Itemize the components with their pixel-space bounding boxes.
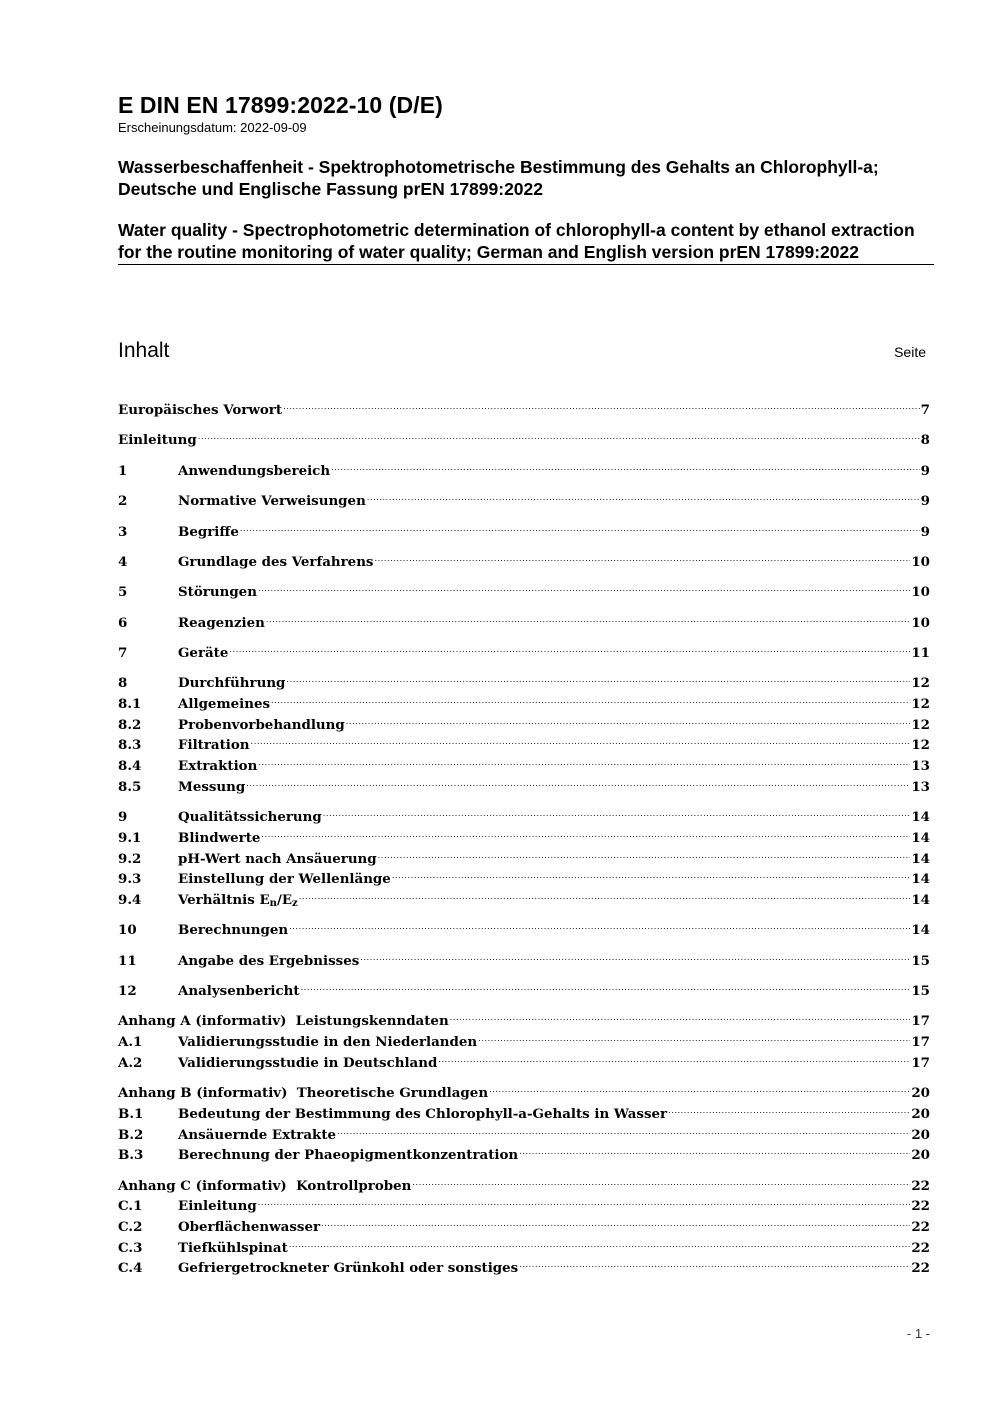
toc-entry-page: 12 xyxy=(911,675,930,692)
toc-leader xyxy=(258,1190,911,1210)
toc-leader xyxy=(198,424,920,444)
toc-entry-title: Störungen xyxy=(178,584,257,601)
toc-entry-page: 14 xyxy=(911,871,930,888)
toc-entry-number: C.2 xyxy=(118,1219,143,1235)
toc-entry-number: A.1 xyxy=(118,1034,143,1051)
toc-entry-number: 8.3 xyxy=(118,737,142,754)
toc-entry-title: Blindwerte xyxy=(178,829,261,846)
toc-entry-number: 9.3 xyxy=(118,871,142,888)
toc-entry-title: Berechnungen xyxy=(178,922,289,939)
contents-title: Inhalt xyxy=(118,339,170,362)
ratio-subscript-z: z xyxy=(292,897,298,909)
toc-leader xyxy=(229,637,910,657)
toc-leader xyxy=(251,729,911,749)
toc-leader xyxy=(283,394,920,414)
page-number: - 1 - xyxy=(906,1326,930,1341)
toc-entry-title: Validierungsstudie in den Niederlanden xyxy=(178,1034,478,1051)
toc-entry-title: Einleitung xyxy=(178,1198,257,1215)
toc-leader xyxy=(392,863,911,883)
toc-leader xyxy=(286,667,910,687)
document-id: E DIN EN 17899:2022-10 (D/E) xyxy=(118,92,443,118)
toc-entry-page: 10 xyxy=(911,614,930,631)
toc-leader xyxy=(289,1232,911,1252)
toc-leader xyxy=(367,485,920,505)
toc-entry[interactable] xyxy=(118,637,930,661)
toc-entry[interactable] xyxy=(118,546,930,570)
toc-entry-number: 9.4 xyxy=(118,891,142,908)
toc-entry[interactable] xyxy=(118,516,930,540)
toc-entry-title: Validierungsstudie in Deutschland xyxy=(178,1054,438,1071)
toc-entry-number: 8.2 xyxy=(118,716,142,733)
toc-entry-title: Filtration xyxy=(178,737,250,754)
toc-entry-number: 8 xyxy=(118,675,128,692)
toc-entry-page: 15 xyxy=(911,952,930,969)
toc-leader xyxy=(331,455,920,475)
toc-leader xyxy=(240,516,920,536)
toc-leader xyxy=(299,884,911,904)
toc-entry[interactable] xyxy=(118,914,930,939)
toc-entry-number: 9.2 xyxy=(118,850,142,867)
toc-leader xyxy=(360,945,910,965)
toc-entry-title: Ansäuernde Extrakte xyxy=(178,1126,337,1143)
toc-entry-number: 8.5 xyxy=(118,778,142,795)
document-header xyxy=(118,90,934,265)
toc-entry-number: 10 xyxy=(118,922,137,939)
toc-entry-number: B.2 xyxy=(118,1126,144,1143)
toc-entry-page: 15 xyxy=(911,983,930,1000)
toc-leader xyxy=(374,546,910,566)
toc-annex-title: Anhang C (informativ) Kontrollproben xyxy=(118,1177,412,1194)
toc-entry-title: pH-Wert nach Ansäuerung xyxy=(178,850,377,867)
publication-date: Erscheinungsdatum: 2022-09-09 xyxy=(118,120,307,135)
contents-heading xyxy=(118,338,926,364)
toc-leader xyxy=(301,975,911,995)
toc-entry-page: 22 xyxy=(911,1198,930,1215)
toc-entry-number: 6 xyxy=(118,614,128,631)
toc-entry-page: 9 xyxy=(920,493,930,510)
toc-entry-page: 9 xyxy=(920,523,930,540)
toc-entry-page: 14 xyxy=(911,829,930,846)
toc-entry-page: 20 xyxy=(911,1085,930,1102)
toc-entry-page: 11 xyxy=(911,645,930,661)
toc-entry-title: Angabe des Ergebnisses xyxy=(178,952,360,969)
title-german: Wasserbeschaffenheit - Spektrophotometrische Bestimmung des Gehalts an Chlorophyll-a; Deutsche und Englische Fassung prEN 17899:2022 xyxy=(118,157,879,199)
toc-leader xyxy=(337,1119,910,1139)
toc-entry-page: 7 xyxy=(920,402,930,418)
toc-leader xyxy=(246,771,910,791)
toc-entry-page: 20 xyxy=(911,1147,930,1164)
toc-leader xyxy=(346,709,911,729)
toc-entry[interactable] xyxy=(118,667,930,692)
toc-entry[interactable] xyxy=(118,485,930,510)
toc-entry-number: 8.1 xyxy=(118,696,142,713)
toc-entry-title: Einleitung xyxy=(118,432,197,449)
toc-leader xyxy=(478,1026,910,1046)
toc-entry-page: 12 xyxy=(911,737,930,754)
toc-entry[interactable] xyxy=(118,1005,930,1030)
toc-entry-number: 11 xyxy=(118,952,137,969)
toc-leader xyxy=(261,822,910,842)
toc-entry-number: 7 xyxy=(118,645,128,661)
toc-entry-title: Gefriergetrockneter Grünkohl oder sonstiges xyxy=(178,1260,519,1277)
toc-leader xyxy=(258,576,910,596)
toc-entry[interactable] xyxy=(118,607,930,631)
toc-entry-number: 12 xyxy=(118,983,137,1000)
toc-entry[interactable] xyxy=(118,394,930,418)
toc-entry-page: 8 xyxy=(920,432,930,449)
toc-leader xyxy=(323,801,911,821)
toc-entry[interactable] xyxy=(118,455,930,479)
toc-entry-page: 20 xyxy=(911,1126,930,1143)
toc-entry-page: 13 xyxy=(911,758,930,775)
toc-entry-page: 20 xyxy=(911,1105,930,1122)
toc-entry-page: 22 xyxy=(911,1239,930,1256)
toc-entry-number: 8.4 xyxy=(118,758,142,775)
ratio-subscript-n: n xyxy=(269,897,277,909)
toc-entry-number: 1 xyxy=(118,462,128,479)
toc-entry[interactable] xyxy=(118,576,930,601)
toc-entry-title: Messung xyxy=(178,778,246,795)
toc-leader xyxy=(668,1098,910,1118)
toc-entry-number: 5 xyxy=(118,584,128,601)
toc-entry-page: 14 xyxy=(911,922,930,939)
toc-entry-page: 12 xyxy=(911,696,930,713)
toc-entry-page: 14 xyxy=(911,891,930,908)
toc-entry-number: C.1 xyxy=(118,1198,143,1215)
toc-leader xyxy=(438,1047,910,1067)
toc-entry-title: Analysenbericht xyxy=(178,983,300,1000)
toc-entry-title: Einstellung der Wellenlänge xyxy=(178,871,391,888)
toc-entry-title: Anwendungsbereich xyxy=(178,462,331,479)
toc-entry-title: Normative Verweisungen xyxy=(178,493,366,510)
toc-entry-number: 3 xyxy=(118,523,128,540)
toc-entry-number: 2 xyxy=(118,493,128,510)
toc-entry-page: 22 xyxy=(911,1177,930,1194)
toc-entry-title: Bedeutung der Bestimmung des Chlorophyll-a-Gehalts in Wasser xyxy=(178,1105,668,1122)
toc-entry-page: 17 xyxy=(911,1054,930,1071)
toc-entry-title: Reagenzien xyxy=(178,614,265,631)
toc-entry-title xyxy=(178,890,298,913)
ratio-prefix: Verhältnis E xyxy=(178,891,270,908)
toc-entry-page: 12 xyxy=(911,716,930,733)
contents-page-label: Seite xyxy=(894,344,926,360)
toc-entry-title: Oberflächenwasser xyxy=(178,1219,321,1235)
toc-entry-page: 17 xyxy=(911,1034,930,1051)
toc-leader xyxy=(519,1139,910,1159)
toc-entry-page: 17 xyxy=(911,1013,930,1030)
toc-entry-title: Probenvorbehandlung xyxy=(178,716,345,733)
toc-entry-title: Berechnung der Phaeopigmentkonzentration xyxy=(178,1147,519,1164)
toc-entry-number: 9 xyxy=(118,809,128,826)
toc-entry-number: C.4 xyxy=(118,1260,143,1277)
toc-entry-page: 10 xyxy=(911,584,930,601)
toc-entry-number: B.1 xyxy=(118,1105,144,1122)
toc-entry-page: 14 xyxy=(911,850,930,867)
toc-entry-title: Extraktion xyxy=(178,758,258,775)
toc-leader xyxy=(519,1252,910,1272)
table-of-contents xyxy=(118,394,930,1277)
toc-leader xyxy=(378,843,911,863)
title-english: Water quality - Spectrophotometric determination of chlorophyll-a content by ethanol extraction for the routine monitoring of water quality; German and English version prEN 17899:2022 xyxy=(118,219,934,265)
toc-leader xyxy=(321,1211,910,1231)
toc-entry-page: 13 xyxy=(911,778,930,795)
toc-entry-page: 14 xyxy=(911,809,930,826)
toc-entry-title: Durchführung xyxy=(178,675,286,692)
toc-leader xyxy=(271,688,910,708)
toc-leader xyxy=(412,1170,910,1190)
toc-entry-number: B.3 xyxy=(118,1147,144,1164)
toc-leader xyxy=(289,914,910,934)
toc-annex-title: Anhang A (informativ) Leistungskenndaten xyxy=(118,1013,449,1030)
toc-entry-title: Grundlage des Verfahrens xyxy=(178,553,374,570)
toc-entry-page: 22 xyxy=(911,1260,930,1277)
toc-leader xyxy=(450,1005,911,1025)
toc-entry-number: C.3 xyxy=(118,1239,143,1256)
toc-entry[interactable] xyxy=(118,1170,930,1194)
toc-entry-page: 9 xyxy=(920,462,930,479)
toc-entry-title: Geräte xyxy=(178,645,229,661)
toc-entry-title: Begriffe xyxy=(178,523,239,540)
toc-entry-page: 10 xyxy=(911,553,930,570)
toc-leader xyxy=(266,607,910,627)
toc-entry[interactable] xyxy=(118,424,930,449)
toc-entry-page: 22 xyxy=(911,1219,930,1235)
toc-annex-title: Anhang B (informativ) Theoretische Grundlagen xyxy=(118,1085,489,1102)
toc-entry-title: Qualitätssicherung xyxy=(178,809,322,826)
toc-entry-number: 9.1 xyxy=(118,829,142,846)
toc-leader xyxy=(258,750,910,770)
toc-entry-title: Allgemeines xyxy=(178,696,271,713)
toc-entry-title: Tiefkühlspinat xyxy=(178,1239,288,1256)
toc-entry-title: Europäisches Vorwort xyxy=(118,402,283,418)
ratio-middle: /E xyxy=(276,891,293,908)
toc-leader xyxy=(489,1077,910,1097)
toc-entry-number: A.2 xyxy=(118,1054,143,1071)
toc-entry-number: 4 xyxy=(118,553,128,570)
toc-entry[interactable] xyxy=(118,1077,930,1102)
toc-entry[interactable] xyxy=(118,945,930,969)
toc-entry[interactable] xyxy=(118,801,930,826)
toc-entry[interactable] xyxy=(118,975,930,1000)
